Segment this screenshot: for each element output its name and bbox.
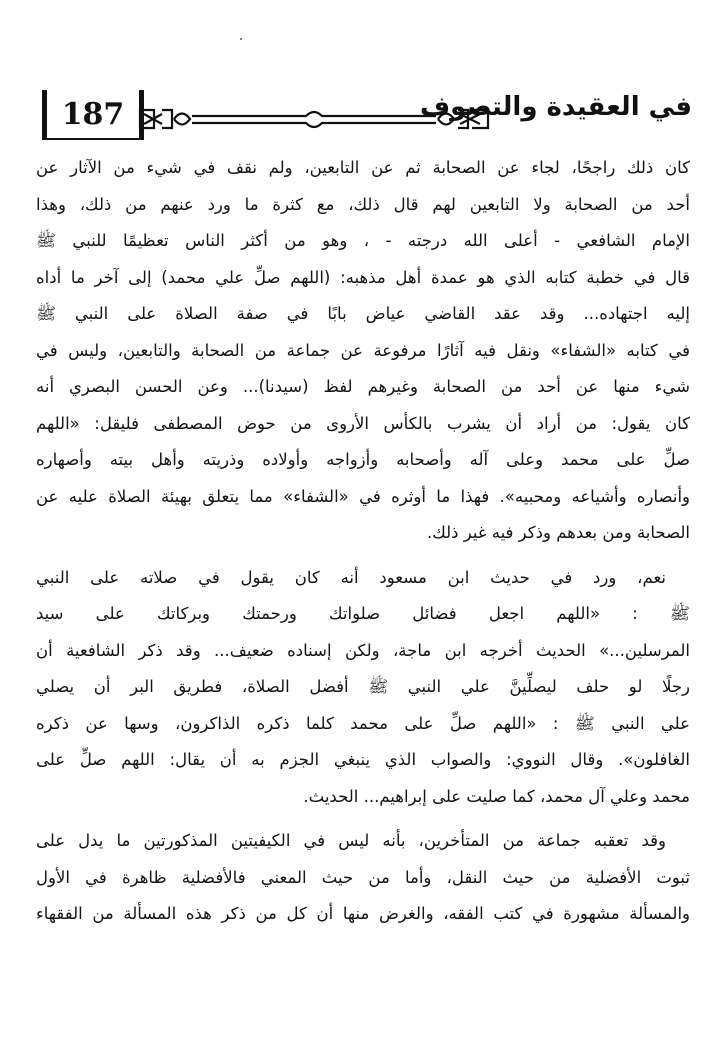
text-line: صلِّ على محمد وعلى آله وأصحابه وأزواجه وأولاده وذريته وأهل بيته وأصهاره (36, 450, 690, 469)
text-line: نعم، ورد في حديث ابن مسعود أنه كان يقول في صلاته على النبي (36, 567, 666, 587)
text-line: إليه اجتهاده... وقد عقد القاضي عياض بابًا في صفة الصلاة على النبي ﷺ (36, 304, 690, 323)
page-header (36, 90, 692, 146)
text-line: وقد تعقبه جماعة من المتأخرين، بأنه ليس في الكيفيتين المذكورتين ما يدل على (36, 831, 666, 850)
text-line: وأنصاره وأشياعه ومحبيه». فهذا ما أوثره في «الشفاء» مما يتعلق بهيئة الصلاة عليه عن (36, 486, 690, 506)
text-line: علي النبي ﷺ : «اللهم صلِّ على محمد كلما ذكره الذاكرون، وسها عن ذكره (36, 713, 690, 733)
text-line: الإمام الشافعي - أعلى الله درجته - ، وهو من أكثر الناس تعظيمًا للنبي ﷺ (36, 231, 690, 250)
scan-speck (240, 38, 242, 40)
page-number: 187 (42, 90, 144, 140)
text-line: ﷺ : «اللهم اجعل فضائل صلواتك ورحمتك وبركاتك على سيد (36, 604, 690, 623)
text-line: في كتابه «الشفاء» ونقل فيه آثارًا مرفوعة عن جماعة من الصحابة والتابعين، وليس في (36, 340, 690, 360)
text-line: محمد وعلي آل محمد، كما صليت على إبراهيم... الحديث. (303, 786, 690, 806)
text-line: الغافلون». وقال النووي: والصواب الذي ينبغي الجزم به أن يقال: اللهم صلِّ على (36, 750, 690, 769)
text-line: رجلًا لو حلف ليصلِّينَّ علي النبي ﷺ أفضل الصلاة، فطريق البر أن يصلي (36, 677, 690, 696)
text-line: شيء منها عن أحد من الصحابة وغيرهم لفظ (سيدنا)... وعن الحسن البصري أنه (36, 377, 690, 396)
text-line: كان ذلك راجحًا، لجاء عن الصحابة ثم عن التابعين، ولم نقف في شيء من الآثار عن (36, 158, 690, 177)
text-line: أحد من الصحابة ولا التابعين لهم قال ذلك، مع كثرة ما ورد عنهم من ذلك، وهذا (36, 194, 690, 214)
text-line: كان يقول: من أراد أن يشرب بالكأس الأروى من حوض المصطفى فليقل: «اللهم (36, 413, 690, 433)
text-line: المرسلين...» الحديث أخرجه ابن ماجة، ولكن إسناده ضعيف... وقد ذكر الشافعية أن (36, 640, 690, 660)
text-line: قال في خطبة كتابه الذي هو عمدة أهل مذهبه: (اللهم صلِّ علي محمد) إلى آخر ما أداه (36, 267, 690, 287)
text-line: والمسألة مشهورة في كتب الفقه، والغرض منها أن كل من ذكر هذه المسألة من الفقهاء (36, 904, 690, 923)
body-text (36, 150, 690, 933)
paragraph-gap (36, 552, 690, 560)
running-title: في العقيدة والتصوف (419, 92, 692, 122)
text-line: ثبوت الأفضلية من حيث النقل، وأما من حيث المعني فالأفضلية ظاهرة في الأول (36, 867, 690, 887)
paragraph-gap (36, 815, 690, 823)
text-line: الصحابة ومن بعدهم وذكر فيه غير ذلك. (427, 523, 690, 542)
